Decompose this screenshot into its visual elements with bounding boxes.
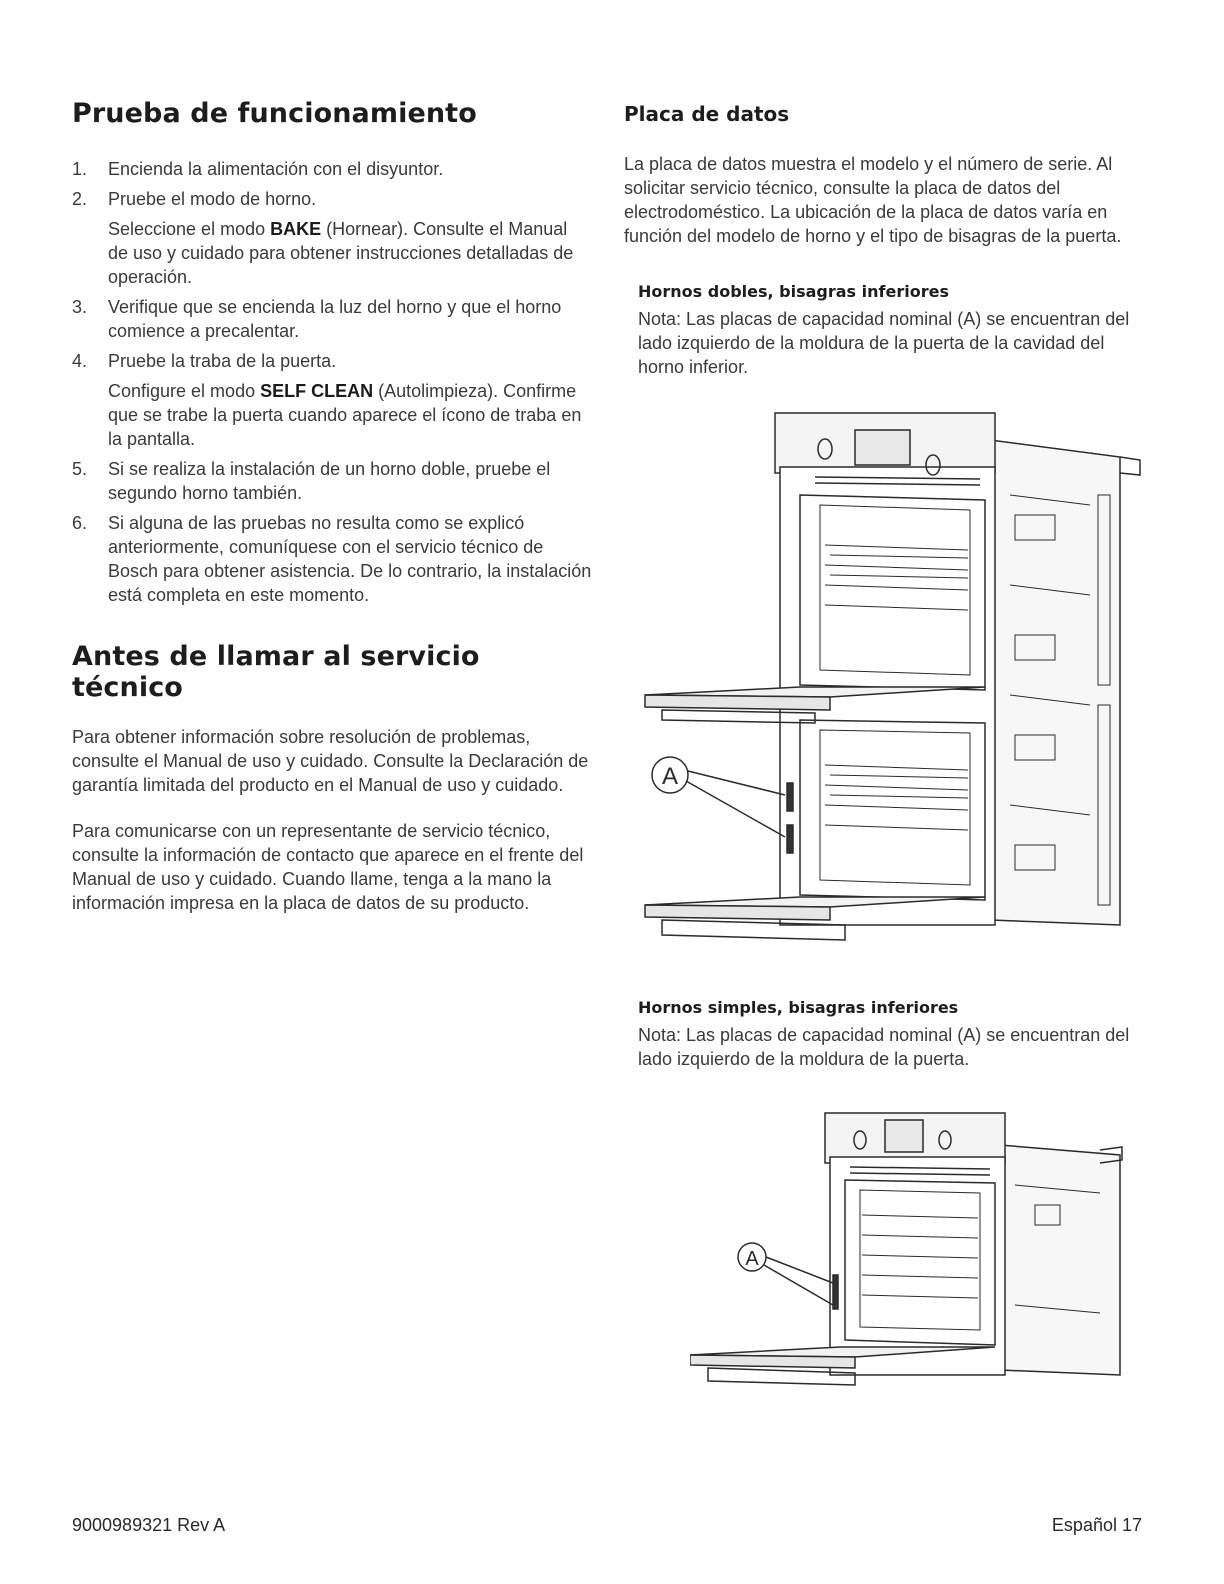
bake-keyword: BAKE [270,219,322,239]
double-oven-title: Hornos dobles, bisagras inferiores [638,282,949,301]
list-item: 1. Encienda la alimentación con el disyuntor. [72,159,444,179]
footer-page-label: Español 17 [1051,1515,1142,1535]
single-oven-illustration [690,1105,1130,1405]
list-item: 4. Pruebe la traba de la puerta. Configure el modo SELF CLEAN (Autolimpieza). Confirme que se trabe la puerta cuando aparece el ícono de traba en la pantalla. [72,349,592,451]
step-detail: Seleccione el modo BAKE (Hornear). Consulte el Manual de uso y cuidado para obtener instrucciones detalladas de operación. [108,219,574,287]
heading-data-plate: Placa de datos [624,102,790,126]
data-plate-intro: La placa de datos muestra el modelo y el número de serie. Al solicitar servicio técnico, consulte la placa de datos del electrodoméstico. La ubicación de la placa de datos varía en función del modelo de horno y el tipo de bisagras de la puerta. [624,154,1122,246]
list-item: 5. Si se realiza la instalación de un horno doble, pruebe el segundo horno también. [72,459,551,503]
double-oven-section [638,282,1154,379]
footer-doc-number: 9000989321 Rev A [72,1515,226,1535]
single-oven-figure [690,1105,1130,1410]
single-oven-title: Hornos simples, bisagras inferiores [638,998,959,1017]
double-oven-figure [640,405,1150,975]
contact-paragraph: Para comunicarse con un representante de servicio técnico, consulte la información de contacto que aparece en el frente del Manual de uso y cuidado. Cuando llame, tenga a la mano la información impresa en la placa de datos de su producto. [72,821,584,913]
self-clean-keyword: SELF CLEAN [260,381,374,401]
callout-label-a-single: A [745,1248,759,1270]
single-oven-section [638,998,1158,1071]
step-detail: Configure el modo SELF CLEAN (Autolimpieza). Confirme que se trabe la puerta cuando aparece el ícono de traba en la pantalla. [108,381,582,449]
left-column [72,98,592,915]
list-item: 3. Verifique que se encienda la luz del horno y que el horno comience a precalentar. [72,297,562,341]
double-oven-illustration [640,405,1150,970]
heading-before-service: Antes de llamar al servicio técnico [72,641,480,703]
heading-operation-test: Prueba de funcionamiento [72,98,477,129]
troubleshooting-paragraph: Para obtener información sobre resolución de problemas, consulte el Manual de uso y cuidado. Consulte la Declaración de garantía limitada del producto en el Manual de uso y cuidado. [72,727,589,795]
double-oven-note: Nota: Las placas de capacidad nominal (A) se encuentran del lado izquierdo de la moldura de la puerta de la cavidad del horno inferior. [638,309,1130,377]
test-steps-list [72,157,592,607]
list-item: 2. Pruebe el modo de horno. Seleccione el modo BAKE (Hornear). Consulte el Manual de uso y cuidado para obtener instrucciones detalladas de operación. [72,187,592,289]
single-oven-note: Nota: Las placas de capacidad nominal (A) se encuentran del lado izquierdo de la moldura de la puerta. [638,1025,1130,1069]
callout-label-a: A [661,763,679,790]
list-item: 6. Si alguna de las pruebas no resulta como se explicó anteriormente, comuníquese con el servicio técnico de Bosch para obtener asistencia. De lo contrario, la instalación está completa en este momento. [72,513,592,605]
right-column [624,98,1154,379]
